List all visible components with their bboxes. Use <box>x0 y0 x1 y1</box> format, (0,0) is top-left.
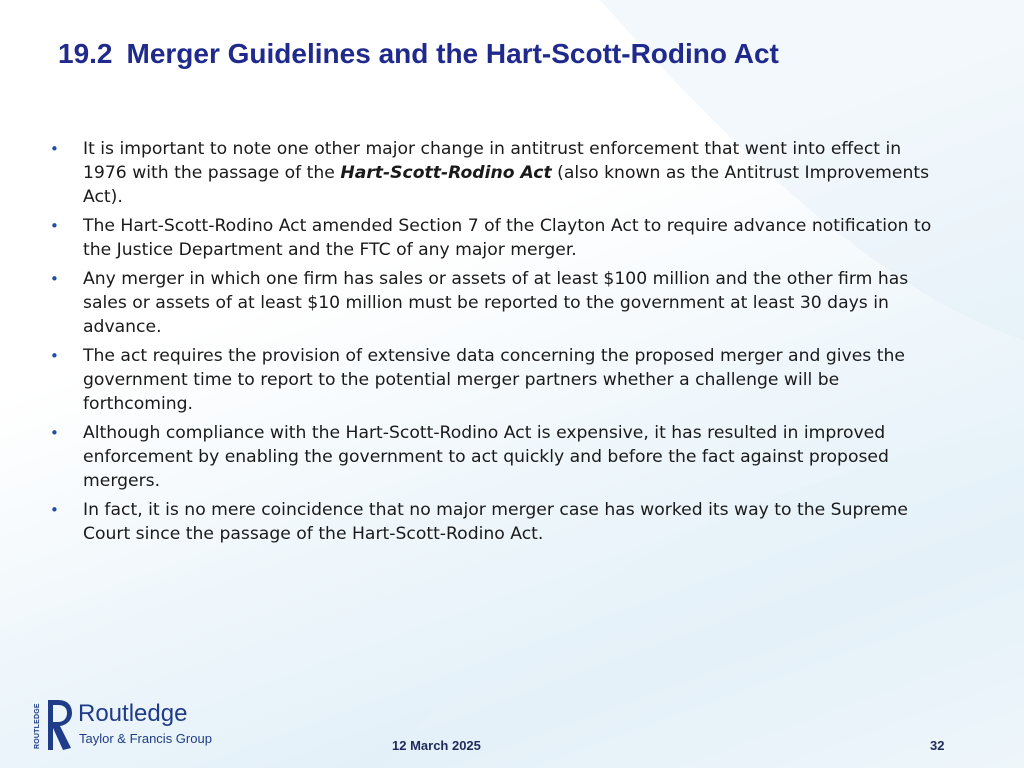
bullet-text: In fact, it is no mere coincidence that no major merger case has worked its way to the Supreme Court since the passage of the Hart-Scott-Rodino Act. <box>83 500 908 544</box>
bullet-icon: • <box>50 501 59 519</box>
bullet-text-after: (also known as the Antitrust Improvements Act). <box>83 163 930 207</box>
bullet-item <box>48 344 948 416</box>
logo-name: Routledge <box>78 700 188 727</box>
bullet-list <box>48 137 948 551</box>
slide-title <box>58 38 779 70</box>
page-number: 32 <box>930 738 945 753</box>
bullet-icon: • <box>50 140 59 158</box>
bullet-icon: • <box>50 217 59 235</box>
bullet-icon: • <box>50 270 59 288</box>
title-text: Merger Guidelines and the Hart-Scott-Rodino Act <box>126 38 779 69</box>
bullet-item <box>48 421 948 493</box>
logo-subtitle: Taylor & Francis Group <box>79 731 212 746</box>
bullet-text: Any merger in which one firm has sales or assets of at least $100 million and the other firm has sales or assets of at least $10 million must be reported to the government at least 30 days in advance. <box>83 269 909 337</box>
bullet-text: Although compliance with the Hart-Scott-Rodino Act is expensive, it has resulted in improved enforcement by enabling the government to act quickly and before the fact against proposed mergers. <box>83 423 889 491</box>
footer-date: 12 March 2025 <box>392 738 481 753</box>
bullet-icon: • <box>50 424 59 442</box>
bullet-icon: • <box>50 347 59 365</box>
bullet-text: It is important to note one other major change in antitrust enforcement that went into effect in 1976 with the passage of the <box>83 139 902 183</box>
routledge-logo <box>34 698 224 752</box>
bullet-item <box>48 137 948 209</box>
bullet-emphasis: Hart-Scott-Rodino Act <box>340 163 552 183</box>
title-number: 19.2 <box>58 38 113 69</box>
bullet-item <box>48 267 948 339</box>
bullet-item <box>48 214 948 262</box>
routledge-r-icon <box>44 698 74 752</box>
bullet-item <box>48 498 948 546</box>
bullet-text: The act requires the provision of extensive data concerning the proposed merger and gives the government time to report to the potential merger partners whether a challenge will be forthcoming. <box>83 346 905 414</box>
logo-side-text: ROUTLEDGE <box>34 703 41 749</box>
bullet-text: The Hart-Scott-Rodino Act amended Section 7 of the Clayton Act to require advance notification to the Justice Department and the FTC of any major merger. <box>83 216 932 260</box>
